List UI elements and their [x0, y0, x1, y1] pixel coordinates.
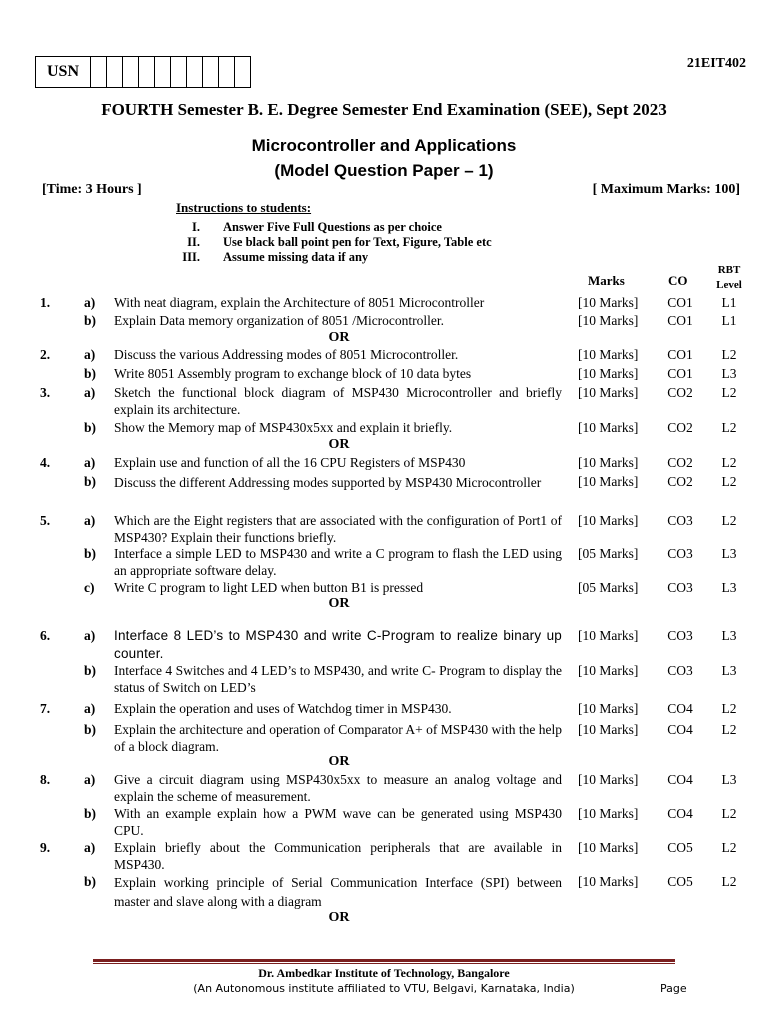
sub-question-label: b): [84, 546, 97, 561]
question-text: Interface 4 Switches and 4 LED’s to MSP430, and write C- Program to display the status of Switch on LED’s: [114, 663, 562, 695]
question-co: CO2: [667, 455, 693, 470]
question-marks: [10 Marks]: [578, 806, 639, 821]
usn-box: [35, 56, 251, 88]
question-marks: [10 Marks]: [578, 474, 639, 489]
question-text: Write 8051 Assembly program to exchange block of 10 data bytes: [114, 366, 472, 381]
question-co: CO3: [667, 580, 693, 595]
or-separator: OR: [328, 910, 350, 925]
question-text: Write C program to light LED when button B1 is pressed: [114, 580, 424, 595]
question-co: CO2: [667, 385, 693, 400]
question-text: Explain working principle of Serial Communication Interface (SPI) between master and slave along with a diagram: [114, 875, 562, 909]
question-marks: [10 Marks]: [578, 366, 639, 381]
sub-question-label: a): [84, 772, 96, 787]
sub-question-label: a): [84, 385, 96, 400]
question-text: Explain Data memory organization of 8051 /Microcontroller.: [114, 313, 445, 328]
instruction-item: [176, 235, 576, 251]
question-marks: [10 Marks]: [578, 295, 639, 310]
question-marks: [10 Marks]: [578, 722, 639, 737]
question-marks: [10 Marks]: [578, 840, 639, 855]
sub-question-label: b): [84, 874, 97, 889]
marks-column-header: Marks: [588, 273, 625, 288]
question-marks: [10 Marks]: [578, 313, 639, 328]
sub-question-label: a): [84, 840, 96, 855]
question-number: 1.: [40, 295, 51, 310]
page-label: Page: [660, 982, 687, 995]
sub-question-label: b): [84, 722, 97, 737]
sub-question-label: a): [84, 513, 96, 528]
question-number: 2.: [40, 347, 51, 362]
question-marks: [10 Marks]: [578, 701, 639, 716]
institute-affiliation: (An Autonomous institute affiliated to VTU, Belgavi, Karnataka, India): [193, 982, 575, 995]
question-level: L3: [721, 628, 737, 643]
or-separator: OR: [328, 437, 350, 452]
usn-cell: [139, 57, 155, 87]
question-level: L2: [721, 874, 737, 889]
sub-question-label: a): [84, 347, 96, 362]
question-co: CO3: [667, 663, 693, 678]
question-level: L3: [721, 663, 737, 678]
question-text: Show the Memory map of MSP430x5xx and explain it briefly.: [114, 420, 453, 435]
question-level: L2: [721, 420, 737, 435]
question-text: With neat diagram, explain the Architecture of 8051 Microcontroller: [114, 295, 485, 310]
question-number: 9.: [40, 840, 51, 855]
instruction-number: I.: [192, 220, 200, 234]
usn-cell: [235, 57, 250, 87]
question-marks: [10 Marks]: [578, 420, 639, 435]
time-label: [Time: 3 Hours ]: [42, 182, 142, 197]
question-text: Which are the Eight registers that are associated with the configuration of Port1 of MSP430? Explain their functions briefly.: [114, 513, 562, 545]
question-text: Explain the architecture and operation of Comparator A+ of MSP430 with the help of a block diagram.: [114, 722, 562, 754]
sub-question-label: c): [84, 580, 95, 595]
question-level: L3: [721, 546, 737, 561]
instruction-item: [176, 250, 576, 266]
question-marks: [10 Marks]: [578, 385, 639, 400]
institute-name: Dr. Ambedkar Institute of Technology, Bangalore: [258, 966, 510, 980]
question-marks: [10 Marks]: [578, 628, 639, 643]
question-text: Explain the operation and uses of Watchdog timer in MSP430.: [114, 701, 452, 716]
question-level: L2: [721, 385, 737, 400]
question-text: Explain use and function of all the 16 CPU Registers of MSP430: [114, 455, 466, 470]
question-level: L3: [721, 772, 737, 787]
question-co: CO2: [667, 420, 693, 435]
question-text: Interface a simple LED to MSP430 and write a C program to flash the LED using an appropriate software delay.: [114, 546, 562, 578]
question-level: L1: [721, 295, 737, 310]
question-number: 7.: [40, 701, 51, 716]
question-level: L3: [721, 580, 737, 595]
question-co: CO5: [667, 874, 693, 889]
instruction-number: II.: [187, 235, 200, 249]
question-marks: [10 Marks]: [578, 347, 639, 362]
usn-label: USN: [36, 57, 91, 87]
instruction-text: Answer Five Full Questions as per choice: [223, 220, 442, 234]
co-column-header: CO: [668, 273, 688, 288]
usn-cell: [107, 57, 123, 87]
question-co: CO5: [667, 840, 693, 855]
question-text: With an example explain how a PWM wave can be generated using MSP430 CPU.: [114, 806, 562, 838]
question-co: CO3: [667, 513, 693, 528]
sub-question-label: b): [84, 474, 97, 489]
question-level: L1: [721, 313, 737, 328]
sub-question-label: a): [84, 701, 96, 716]
usn-cell: [187, 57, 203, 87]
question-co: CO1: [667, 313, 693, 328]
sub-question-label: b): [84, 366, 97, 381]
sub-question-label: b): [84, 313, 97, 328]
usn-cell: [155, 57, 171, 87]
instruction-text: Use black ball point pen for Text, Figure, Table etc: [223, 235, 492, 249]
or-separator: OR: [328, 596, 350, 611]
semester-line: FOURTH Semester B. E. Degree Semester End Examination (SEE), Sept 2023: [101, 100, 667, 119]
question-text: Interface 8 LED’s to MSP430 and write C-Program to realize binary up counter.: [114, 628, 562, 661]
sub-question-label: b): [84, 420, 97, 435]
question-co: CO3: [667, 546, 693, 561]
question-number: 4.: [40, 455, 51, 470]
question-marks: [10 Marks]: [578, 874, 639, 889]
rbt-column-header: RBT: [717, 264, 741, 276]
paper-subtitle: (Model Question Paper – 1): [274, 161, 494, 180]
usn-cell: [203, 57, 219, 87]
question-number: 3.: [40, 385, 51, 400]
question-level: L2: [721, 347, 737, 362]
question-co: CO1: [667, 347, 693, 362]
question-co: CO4: [667, 701, 693, 716]
question-marks: [10 Marks]: [578, 663, 639, 678]
usn-cell: [219, 57, 235, 87]
question-co: CO4: [667, 772, 693, 787]
instructions-heading: Instructions to students:: [176, 200, 312, 215]
or-separator: OR: [328, 330, 350, 345]
question-co: CO3: [667, 628, 693, 643]
question-co: CO2: [667, 474, 693, 489]
paper-title: Microcontroller and Applications: [251, 136, 517, 155]
instruction-text: Assume missing data if any: [223, 250, 369, 264]
question-text: Sketch the functional block diagram of MSP430 Microcontroller and briefly explain its architecture.: [114, 385, 562, 417]
question-co: CO4: [667, 722, 693, 737]
question-text: Give a circuit diagram using MSP430x5xx to measure an analog voltage and explain the scheme of measurement.: [114, 772, 562, 804]
or-separator: OR: [328, 754, 350, 769]
question-co: CO1: [667, 295, 693, 310]
rbt-level-header: Level: [716, 279, 742, 291]
question-level: L2: [721, 722, 737, 737]
usn-cell: [91, 57, 107, 87]
footer-rule-thin: [93, 963, 675, 964]
question-level: L3: [721, 366, 737, 381]
usn-cell: [171, 57, 187, 87]
question-number: 6.: [40, 628, 51, 643]
question-marks: [10 Marks]: [578, 513, 639, 528]
course-code: 21EIT402: [686, 56, 746, 71]
question-number: 8.: [40, 772, 51, 787]
question-marks: [10 Marks]: [578, 772, 639, 787]
usn-cell: [123, 57, 139, 87]
sub-question-label: a): [84, 628, 96, 643]
question-number: 5.: [40, 513, 51, 528]
question-text: Explain briefly about the Communication peripherals that are available in MSP430.: [114, 840, 562, 872]
question-level: L2: [721, 513, 737, 528]
sub-question-label: a): [84, 455, 96, 470]
question-level: L2: [721, 806, 737, 821]
question-level: L2: [721, 701, 737, 716]
question-text: Discuss the various Addressing modes of 8051 Microcontroller.: [114, 347, 459, 362]
instruction-number: III.: [182, 250, 200, 264]
question-co: CO4: [667, 806, 693, 821]
sub-question-label: b): [84, 806, 97, 821]
sub-question-label: b): [84, 663, 97, 678]
question-marks: [10 Marks]: [578, 455, 639, 470]
question-level: L2: [721, 455, 737, 470]
max-marks-label: [ Maximum Marks: 100]: [592, 182, 740, 197]
question-level: L2: [721, 840, 737, 855]
question-marks: [05 Marks]: [578, 546, 639, 561]
instruction-item: [176, 220, 576, 236]
question-level: L2: [721, 474, 737, 489]
sub-question-label: a): [84, 295, 96, 310]
question-co: CO1: [667, 366, 693, 381]
question-text: Discuss the different Addressing modes supported by MSP430 Microcontroller: [114, 475, 542, 490]
question-marks: [05 Marks]: [578, 580, 639, 595]
footer-rule: [93, 959, 675, 962]
